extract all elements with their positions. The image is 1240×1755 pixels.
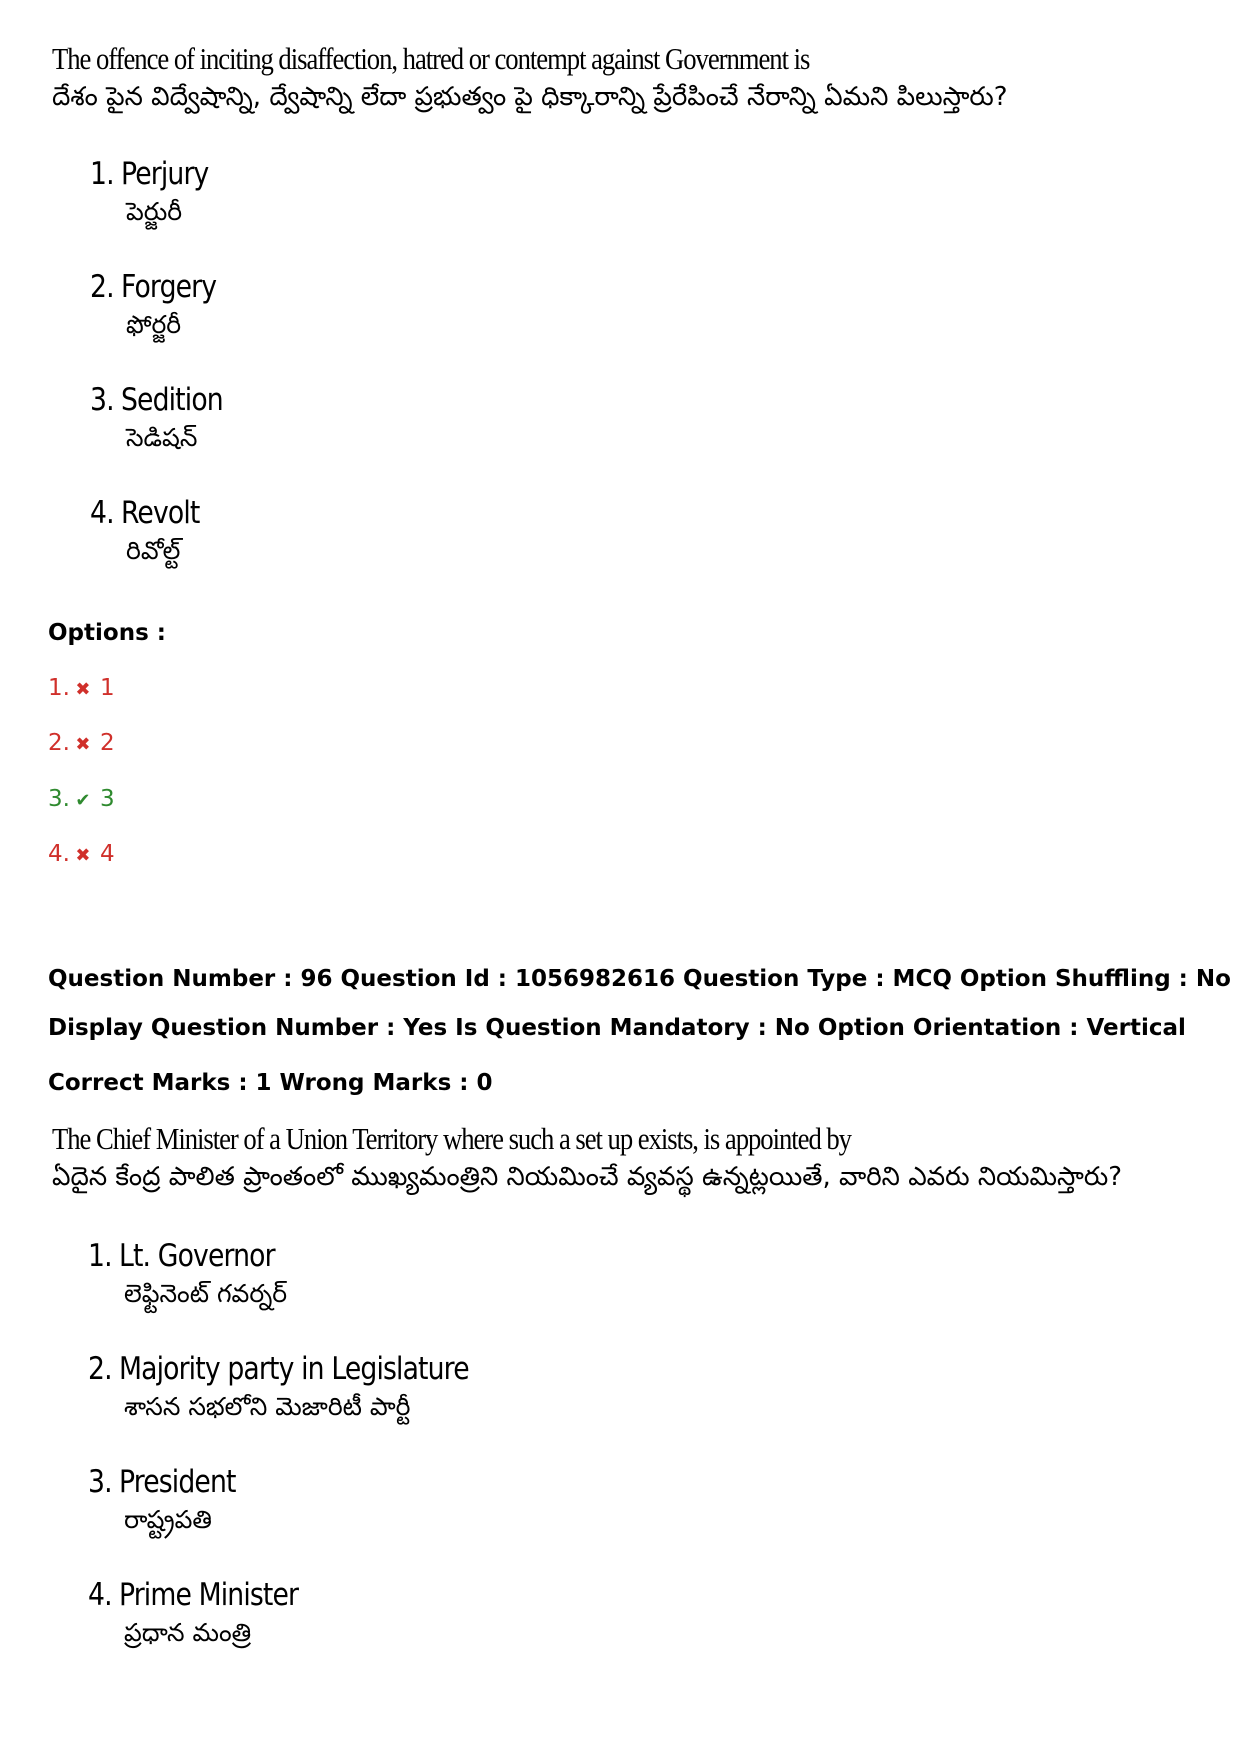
option-number: 1. xyxy=(88,1238,112,1274)
option-text-english: President xyxy=(118,1464,236,1500)
option-text-english: Majority party in Legislature xyxy=(118,1351,469,1387)
question-meta-line-2: Display Question Number : Yes Is Question Mandatory : No Option Orientation : Vertical xyxy=(48,1015,1186,1041)
option-number: 3. xyxy=(88,1464,112,1500)
option-text-english: Perjury xyxy=(120,156,209,192)
question-stem-english: The offence of inciting disaffection, hatred or contempt against Government is xyxy=(52,41,810,76)
option-text-telugu: ఫోర్జరీ xyxy=(126,310,182,339)
question-stem-english: The Chief Minister of a Union Territory where such a set up exists, is appointed by xyxy=(52,1121,851,1156)
option-text-english: Revolt xyxy=(120,495,200,531)
answer-option-4 xyxy=(48,841,115,867)
question-stem-telugu: ఏదైన కేంద్ర పాలిత ప్రాంతంలో ముఖ్యమంత్రిని నియమించే వ్యవస్థ ఉన్నట్లయితే, వారిని ఎవరు నియమిస్తారు? xyxy=(52,1162,1123,1192)
options-heading: Options : xyxy=(48,620,166,646)
option-text-english: Prime Minister xyxy=(118,1577,299,1613)
option-text-telugu: పెర్జురీ xyxy=(126,197,183,226)
question-96-stem xyxy=(52,1120,1122,1196)
question-95-option-1 xyxy=(90,155,228,231)
cross-icon: ✖ xyxy=(75,679,91,700)
option-text-telugu: ప్రధాన మంత్రి xyxy=(124,1618,252,1647)
option-number: 4. xyxy=(90,495,114,531)
option-text-telugu: శాసన సభలోని మెజారిటీ పార్టీ xyxy=(124,1392,411,1421)
answer-number: 1. xyxy=(48,675,70,701)
answer-option-1 xyxy=(48,675,115,701)
question-meta-line-1: Question Number : 96 Question Id : 1056982616 Question Type : MCQ Option Shuffling : No xyxy=(48,966,1231,992)
option-text-english: Forgery xyxy=(120,269,217,305)
answer-number: 2. xyxy=(48,730,70,756)
option-number: 2. xyxy=(90,269,114,305)
answer-option-3 xyxy=(48,786,115,812)
answer-option-2 xyxy=(48,730,115,756)
option-text-telugu: రాష్ట్రపతి xyxy=(124,1505,212,1534)
option-number: 3. xyxy=(90,382,114,418)
question-95-option-4 xyxy=(90,494,217,570)
option-text-english: Sedition xyxy=(120,382,223,418)
cross-icon: ✖ xyxy=(75,734,91,755)
option-text-telugu: సెడిషన్ xyxy=(126,423,198,452)
option-number: 1. xyxy=(90,156,114,192)
cross-icon: ✖ xyxy=(75,845,91,866)
answer-value: 3 xyxy=(99,786,115,812)
question-96-option-1 xyxy=(88,1237,305,1313)
answer-value: 4 xyxy=(99,841,115,867)
answer-number: 4. xyxy=(48,841,70,867)
question-96-option-3 xyxy=(88,1463,260,1539)
option-number: 4. xyxy=(88,1577,112,1613)
question-stem-telugu: దేశం పైన విద్వేషాన్ని, ద్వేషాన్ని లేదా ప్రభుత్వం పై ధిక్కారాన్ని ప్రేరేపించే నేరాన్ని ఏమని పిలుస్తారు? xyxy=(52,82,1008,112)
answer-value: 2 xyxy=(99,730,115,756)
option-text-telugu: రివోల్ట్ xyxy=(126,536,181,565)
check-icon: ✔ xyxy=(75,790,91,811)
question-meta-line-3: Correct Marks : 1 Wrong Marks : 0 xyxy=(48,1070,493,1096)
answer-number: 3. xyxy=(48,786,70,812)
option-number: 2. xyxy=(88,1351,112,1387)
option-text-english: Lt. Governor xyxy=(118,1238,275,1274)
answer-value: 1 xyxy=(99,675,115,701)
option-text-telugu: లెఫ్టినెంట్ గవర్నర్ xyxy=(124,1279,288,1308)
question-96-option-2 xyxy=(88,1350,531,1426)
question-96-option-4 xyxy=(88,1576,332,1652)
question-95-stem xyxy=(52,40,1008,116)
question-95-option-3 xyxy=(90,381,244,457)
question-95-option-2 xyxy=(90,268,237,344)
